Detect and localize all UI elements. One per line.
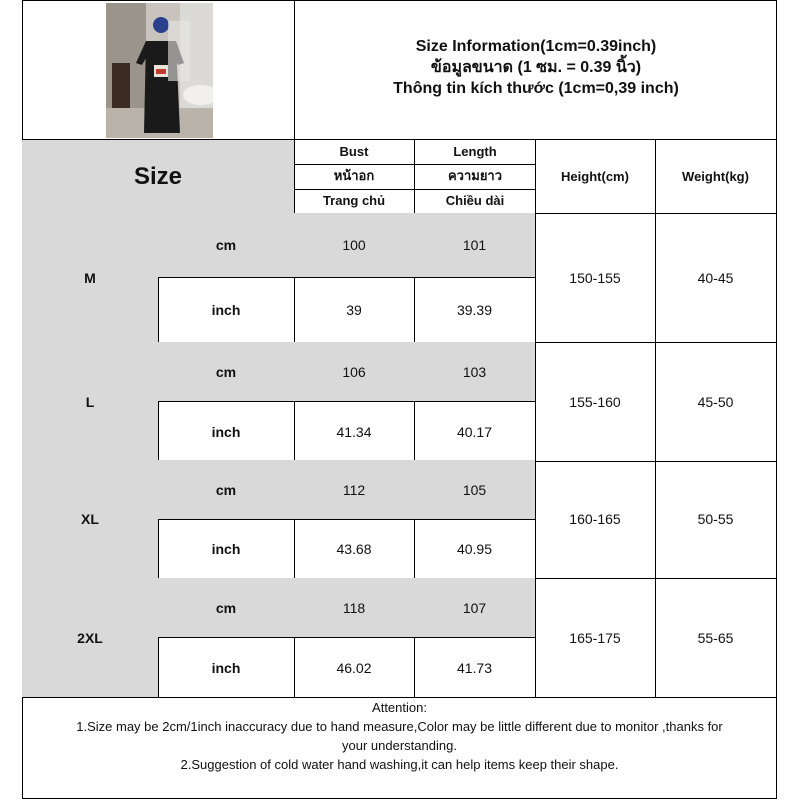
unit-cm-label-text: cm — [215, 237, 237, 253]
bust-inch-text: 41.34 — [336, 423, 372, 440]
weight-range-text: 45-50 — [697, 393, 734, 410]
unit-inch-label — [158, 402, 295, 462]
length-inch — [414, 402, 536, 462]
unit-inch-label-text: inch — [211, 659, 241, 676]
length-inch — [414, 520, 536, 579]
weight-range-text: 55-65 — [697, 629, 734, 646]
height-range — [535, 460, 656, 579]
unit-cm-label-text: cm — [215, 599, 237, 616]
unit-inch-label-text: inch — [211, 541, 241, 557]
height-range-text: 160-165 — [569, 511, 621, 527]
header-divider-2 — [294, 189, 536, 190]
weight-range-text: 50-55 — [697, 511, 734, 527]
bust-cm-text: 100 — [342, 237, 366, 253]
weight-range — [655, 578, 777, 698]
length-cm — [414, 213, 536, 278]
title-th: ข้อมูลขนาด (1 ซม. = 0.39 นิ้ว) — [430, 59, 642, 76]
height-range-text: 155-160 — [569, 393, 621, 410]
title-block — [295, 36, 777, 99]
bust-inch — [294, 402, 415, 462]
weight-range — [655, 342, 777, 462]
bust-inch-text: 43.68 — [336, 541, 372, 557]
unit-inch-label-text: inch — [211, 423, 241, 440]
size-label-text: XL — [81, 511, 99, 527]
header-height: Height(cm) — [535, 140, 656, 214]
length-cm — [414, 578, 536, 638]
length-inch-text: 41.73 — [456, 659, 493, 676]
bust-inch — [294, 278, 415, 343]
attention-note — [23, 698, 776, 774]
length-inch — [414, 638, 536, 698]
size-label — [22, 460, 159, 579]
weight-range — [655, 460, 777, 579]
header-weight: Weight(kg) — [655, 140, 777, 214]
weight-range — [655, 213, 777, 343]
bust-cm-text: 112 — [342, 481, 366, 498]
title-vi: Thông tin kích thước (1cm=0,39 inch) — [393, 80, 679, 97]
title-en: Size Information(1cm=0.39inch) — [415, 38, 657, 55]
height-range-text: 150-155 — [569, 269, 621, 286]
header-bust-en: Bust — [339, 144, 369, 159]
unit-inch-label — [158, 520, 295, 579]
unit-cm-label — [158, 460, 295, 520]
unit-inch-label — [158, 638, 295, 698]
unit-cm-label — [158, 578, 295, 638]
height-range — [535, 213, 656, 343]
header-length-th: ความยาว — [447, 168, 503, 183]
length-cm — [414, 342, 536, 402]
header-length-en: Length — [453, 144, 497, 159]
unit-inch-label — [158, 278, 295, 343]
size-label — [22, 578, 159, 698]
bust-cm-text: 106 — [342, 363, 366, 380]
length-cm-text: 105 — [462, 481, 487, 498]
product-photo — [106, 3, 213, 138]
unit-cm-label-text: cm — [215, 363, 237, 380]
length-inch-text: 40.95 — [456, 541, 493, 557]
attention-line-1: 1.Size may be 2cm/1inch inaccuracy due to hand measure,Color may be little different due to monitor ,thanks for — [76, 719, 723, 734]
length-cm-text: 103 — [462, 363, 487, 380]
attention-heading: Attention: — [372, 700, 427, 715]
bust-inch-text: 46.02 — [336, 659, 372, 676]
length-cm-text: 107 — [462, 599, 487, 616]
bust-cm — [294, 578, 415, 638]
length-inch-text: 40.17 — [456, 423, 493, 440]
weight-range-text: 40-45 — [697, 269, 734, 286]
size-label-text: 2XL — [77, 629, 103, 646]
size-label-text: M — [84, 269, 96, 286]
bust-inch — [294, 520, 415, 579]
height-range — [535, 342, 656, 462]
bust-cm — [294, 460, 415, 520]
bust-cm — [294, 213, 415, 278]
length-inch-text: 39.39 — [456, 302, 493, 318]
height-range — [535, 578, 656, 698]
size-label — [22, 342, 159, 462]
bust-inch-text: 39 — [346, 302, 362, 318]
header-bust-vi: Trang chủ — [322, 193, 386, 208]
header-size: Size — [22, 140, 295, 214]
bust-inch — [294, 638, 415, 698]
unit-cm-label — [158, 213, 295, 278]
attention-line-2: 2.Suggestion of cold water hand washing,it can help items keep their shape. — [180, 757, 619, 772]
bust-cm-text: 118 — [342, 599, 366, 616]
unit-cm-label — [158, 342, 295, 402]
header-bust-th: หน้าอก — [333, 168, 375, 183]
size-label-text: L — [85, 393, 95, 410]
length-cm-text: 101 — [462, 237, 487, 253]
height-range-text: 165-175 — [569, 629, 621, 646]
header-divider-1 — [294, 164, 536, 165]
header-length-vi: Chiều dài — [445, 193, 505, 208]
length-inch — [414, 278, 536, 343]
length-cm — [414, 460, 536, 520]
bust-cm — [294, 342, 415, 402]
unit-cm-label-text: cm — [215, 481, 237, 498]
size-label — [22, 213, 159, 343]
unit-inch-label-text: inch — [211, 302, 241, 318]
attention-line-1b: your understanding. — [342, 738, 457, 753]
